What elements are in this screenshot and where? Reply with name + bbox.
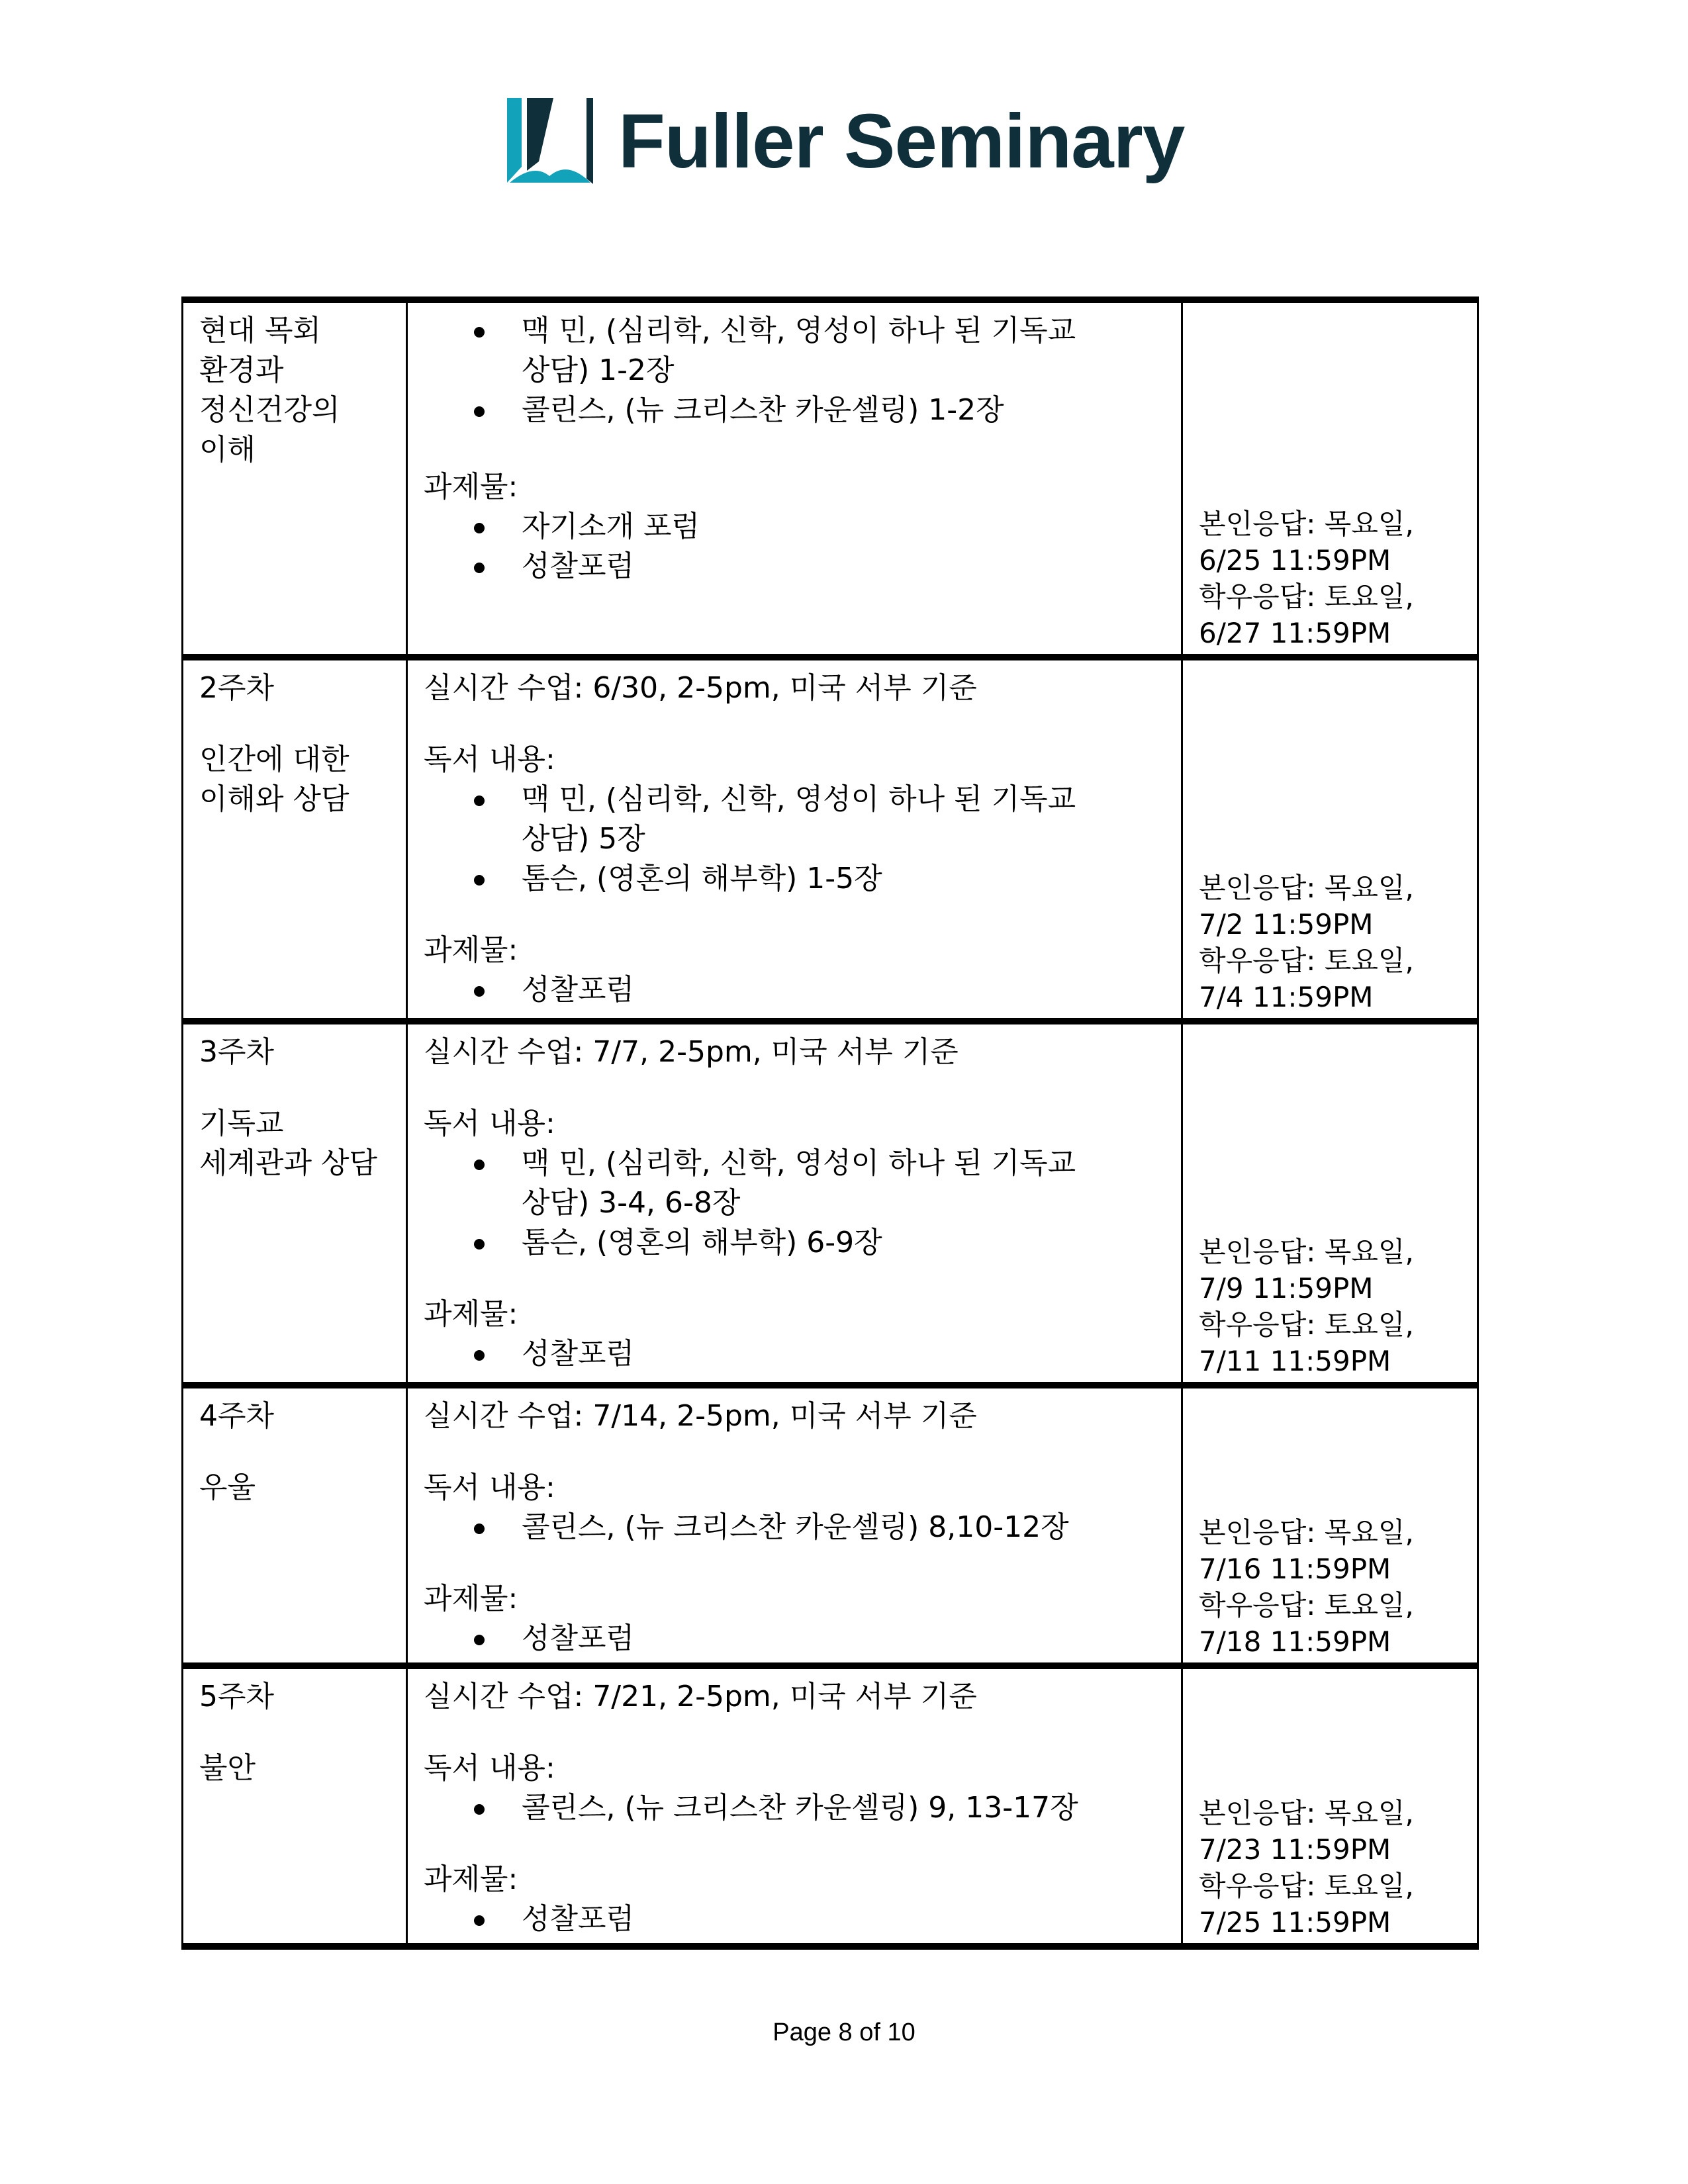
- assignment-list: [424, 1899, 1168, 1939]
- due-line: 학우응답: 토요일,: [1199, 1870, 1414, 1902]
- content-cell: [407, 300, 1182, 657]
- topic-cell: [183, 300, 407, 657]
- reading-item: 맥 민, (심리학, 신학, 영성이 하나 된 기독교 상담) 5장: [522, 780, 1168, 859]
- due-line: 6/25 11:59PM: [1199, 544, 1391, 576]
- due-line: 7/9 11:59PM: [1199, 1272, 1374, 1304]
- assignment-item: 성찰포럼: [522, 1899, 1168, 1939]
- week-label: 4주차: [199, 1399, 275, 1433]
- reading-item: 콜린스, (뉴 크리스찬 카운셀링) 9, 13-17장: [522, 1788, 1168, 1828]
- readings-label: 독서 내용:: [424, 1471, 555, 1504]
- week-row-4: [183, 1385, 1478, 1666]
- reading-item: 맥 민, (심리학, 신학, 영성이 하나 된 기독교 상담) 3-4, 6-8장: [522, 1144, 1168, 1223]
- topic-cell: [183, 1021, 407, 1385]
- reading-list: [424, 1508, 1168, 1547]
- reading-item: 콜린스, (뉴 크리스찬 카운셀링) 8,10-12장: [522, 1508, 1168, 1547]
- due-line: 7/4 11:59PM: [1199, 981, 1374, 1013]
- due-line: 본인응답: 목요일,: [1199, 1516, 1414, 1549]
- topic-line: 기독교: [199, 1107, 284, 1140]
- content-cell: [407, 1385, 1182, 1666]
- due-line: 7/18 11:59PM: [1199, 1625, 1391, 1658]
- topic-line: 세계관과 상담: [199, 1146, 378, 1180]
- reading-item: 톰슨, (영혼의 해부학) 6-9장: [522, 1223, 1168, 1263]
- due-line: 학우응답: 토요일,: [1199, 944, 1414, 977]
- fuller-logo: [507, 98, 1196, 184]
- due-line: 학우응답: 토요일,: [1199, 580, 1414, 613]
- live-class-text: 실시간 수업: 7/21, 2-5pm, 미국 서부 기준: [424, 1680, 977, 1713]
- due-line: 본인응답: 목요일,: [1199, 508, 1414, 540]
- reading-list: [424, 311, 1168, 430]
- week-label: 2주차: [199, 671, 275, 705]
- assignments-label: 과제물:: [424, 470, 518, 504]
- assignments-label: 과제물:: [424, 933, 518, 967]
- readings-label: 독서 내용:: [424, 1751, 555, 1785]
- due-cell: [1182, 1021, 1478, 1385]
- readings-label: 독서 내용:: [424, 1107, 555, 1140]
- assignment-item: 자기소개 포럼: [522, 507, 1168, 547]
- assignments-label: 과제물:: [424, 1297, 518, 1331]
- week-row-3: [183, 1021, 1478, 1385]
- assignment-list: [424, 1619, 1168, 1659]
- due-line: 본인응답: 목요일,: [1199, 1797, 1414, 1829]
- topic-line: 이해: [199, 433, 256, 467]
- week-row-2: [183, 657, 1478, 1021]
- reading-item: 맥 민, (심리학, 신학, 영성이 하나 된 기독교 상담) 1-2장: [522, 311, 1168, 390]
- assignment-list: [424, 970, 1168, 1010]
- assignment-list: [424, 1334, 1168, 1374]
- topic-cell: [183, 1385, 407, 1666]
- due-line: 6/27 11:59PM: [1199, 617, 1391, 649]
- week-label: 5주차: [199, 1680, 275, 1713]
- topic-line: 인간에 대한: [199, 743, 350, 776]
- topic-line: 이해와 상담: [199, 782, 350, 816]
- topic-line: 우울: [199, 1471, 256, 1504]
- topic-cell: [183, 657, 407, 1021]
- due-line: 본인응답: 목요일,: [1199, 872, 1414, 904]
- live-class-text: 실시간 수업: 7/14, 2-5pm, 미국 서부 기준: [424, 1399, 977, 1433]
- due-cell: [1182, 1385, 1478, 1666]
- topic-line: 환경과: [199, 353, 284, 387]
- reading-list: [424, 1144, 1168, 1263]
- week-row-1: [183, 300, 1478, 657]
- due-line: 7/25 11:59PM: [1199, 1906, 1391, 1938]
- topic-line: 불안: [199, 1751, 256, 1785]
- due-line: 학우응답: 토요일,: [1199, 1308, 1414, 1341]
- week-label: 3주차: [199, 1035, 275, 1069]
- due-cell: [1182, 300, 1478, 657]
- content-cell: [407, 1021, 1182, 1385]
- assignment-item: 성찰포럼: [522, 1619, 1168, 1659]
- due-line: 7/23 11:59PM: [1199, 1833, 1391, 1866]
- reading-list: [424, 1788, 1168, 1828]
- reading-item: 톰슨, (영혼의 해부학) 1-5장: [522, 859, 1168, 899]
- course-schedule-table: [181, 296, 1479, 1950]
- due-line: 학우응답: 토요일,: [1199, 1589, 1414, 1621]
- page-number: Page 8 of 10: [773, 2019, 915, 2046]
- assignment-item: 성찰포럼: [522, 1334, 1168, 1374]
- reading-list: [424, 780, 1168, 899]
- due-line: 7/16 11:59PM: [1199, 1553, 1391, 1585]
- topic-line: 현대 목회: [199, 314, 322, 347]
- live-class-text: 실시간 수업: 6/30, 2-5pm, 미국 서부 기준: [424, 671, 977, 705]
- due-cell: [1182, 657, 1478, 1021]
- topic-cell: [183, 1666, 407, 1946]
- week-row-5: [183, 1666, 1478, 1946]
- content-cell: [407, 1666, 1182, 1946]
- assignment-item: 성찰포럼: [522, 970, 1168, 1010]
- live-class-text: 실시간 수업: 7/7, 2-5pm, 미국 서부 기준: [424, 1035, 959, 1069]
- due-line: 본인응답: 목요일,: [1199, 1236, 1414, 1268]
- reading-item: 콜린스, (뉴 크리스찬 카운셀링) 1-2장: [522, 390, 1168, 430]
- due-line: 7/11 11:59PM: [1199, 1345, 1391, 1377]
- content-cell: [407, 657, 1182, 1021]
- due-line: 7/2 11:59PM: [1199, 908, 1374, 940]
- due-cell: [1182, 1666, 1478, 1946]
- assignments-label: 과제물:: [424, 1862, 518, 1896]
- assignment-list: [424, 507, 1168, 586]
- open-book-logo-icon: [507, 98, 593, 184]
- topic-line: 정신건강의: [199, 393, 340, 427]
- assignments-label: 과제물:: [424, 1582, 518, 1615]
- logo-wordmark: Fuller Seminary: [618, 98, 1185, 184]
- assignment-item: 성찰포럼: [522, 547, 1168, 586]
- readings-label: 독서 내용:: [424, 743, 555, 776]
